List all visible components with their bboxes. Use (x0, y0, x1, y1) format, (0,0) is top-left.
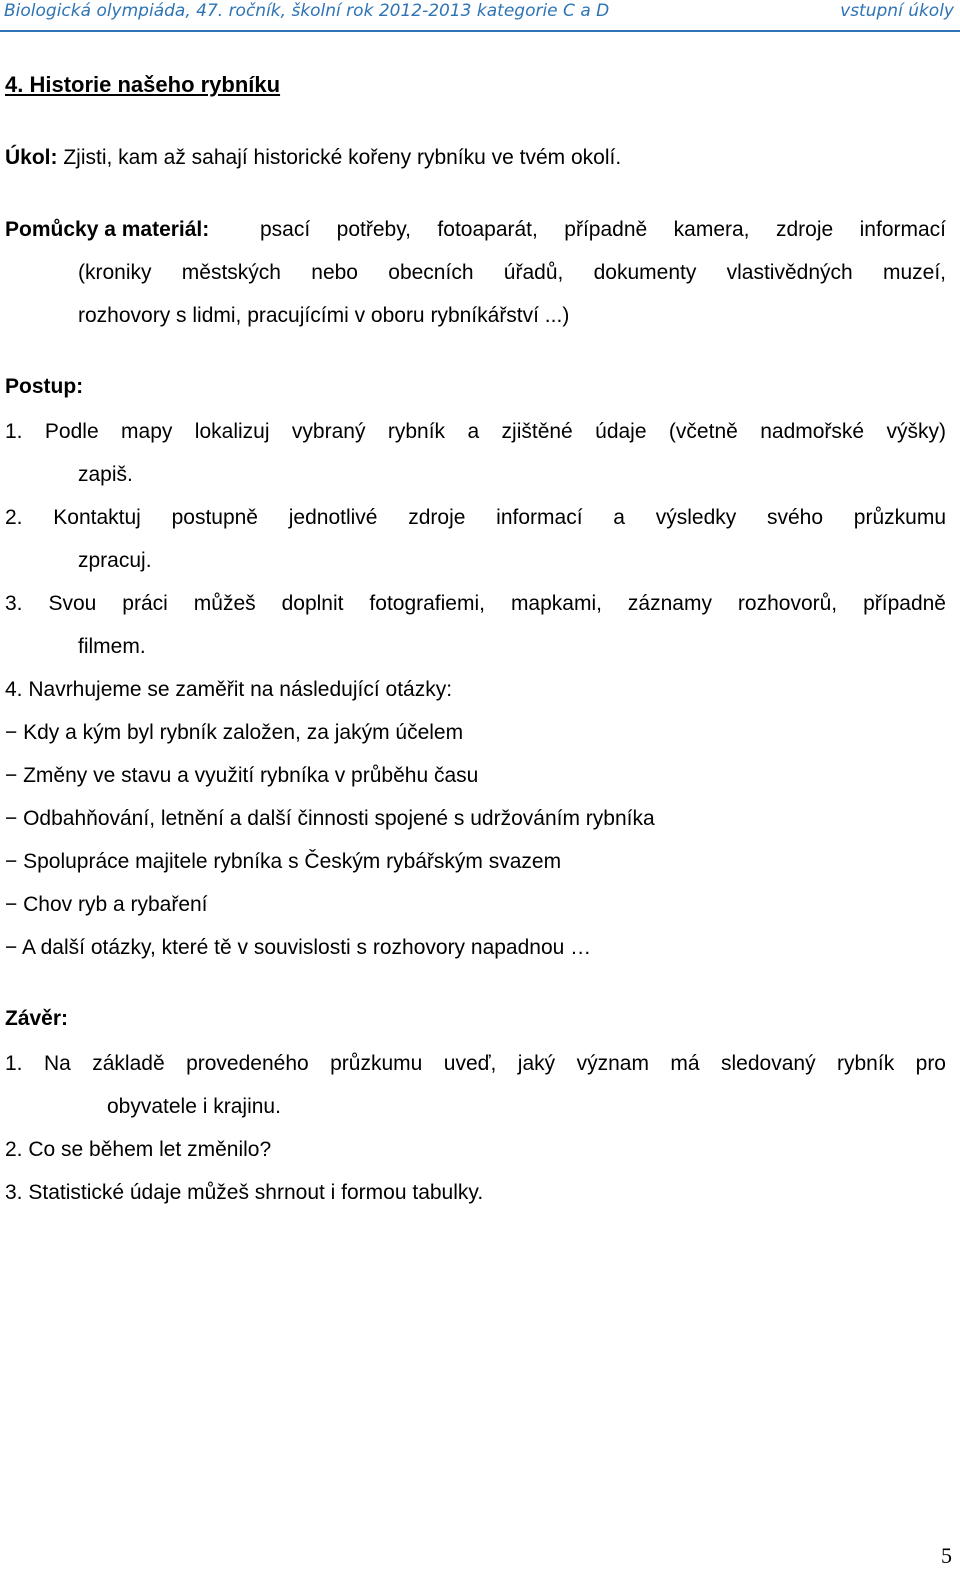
conclusion-item-1-line-1: 1. Na základě provedeného průzkumu uveď, jaký význam má sledovaný rybník pro (5, 1052, 946, 1075)
step-1-line-2: zapiš. (78, 463, 133, 486)
conclusion-item-1-line-2: obyvatele i krajinu. (107, 1095, 281, 1118)
task-label: Úkol: (5, 146, 58, 169)
task-text: Zjisti, kam až sahají historické kořeny rybníku ve tvém okolí. (57, 146, 622, 169)
step-2-line-1: 2. Kontaktuj postupně jednotlivé zdroje informací a výsledky svého průzkumu (5, 506, 946, 529)
section-title: 4. Historie našeho rybníku (5, 72, 281, 97)
page-number: 5 (941, 1543, 952, 1568)
tools-label: Pomůcky a materiál: (5, 218, 210, 241)
header-divider (0, 30, 960, 32)
question-item: − Změny ve stavu a využití rybníka v průběhu času (5, 764, 479, 787)
step-3-line-2: filmem. (78, 635, 146, 658)
task-paragraph (5, 145, 621, 170)
page-header (0, 0, 960, 28)
step-1-line-1: 1. Podle mapy lokalizuj vybraný rybník a zjištěné údaje (včetně nadmořské výšky) (5, 420, 946, 443)
question-item: − Odbahňování, letnění a další činnosti spojené s udržováním rybníka (5, 807, 655, 830)
conclusion-item-3: 3. Statistické údaje můžeš shrnout i formou tabulky. (5, 1181, 484, 1204)
tools-line-3: rozhovory s lidmi, pracujícími v oboru rybníkářství ...) (78, 304, 570, 327)
tools-line-2: (kroniky městských nebo obecních úřadů, dokumenty vlastivědných muzeí, (78, 261, 946, 284)
step-2-line-2: zpracuj. (78, 549, 152, 572)
header-left-text: Biologická olympiáda, 47. ročník, školní rok 2012-2013 kategorie C a D (4, 1, 610, 21)
question-item: − Spolupráce majitele rybníka s Českým rybářským svazem (5, 850, 562, 873)
question-item: − Chov ryb a rybaření (5, 893, 208, 916)
conclusion-label: Závěr: (5, 1007, 69, 1030)
conclusion-item-2: 2. Co se během let změnilo? (5, 1138, 272, 1161)
header-right-text: vstupní úkoly (840, 1, 954, 21)
question-item: − A další otázky, které tě v souvislosti s rozhovory napadnou … (5, 936, 592, 959)
step-3-line-1: 3. Svou práci můžeš doplnit fotografiemi, mapkami, záznamy rozhovorů, případně (5, 592, 946, 615)
tools-line-1: psací potřeby, fotoaparát, případně kamera, zdroje informací (260, 218, 946, 241)
procedure-label: Postup: (5, 375, 84, 398)
step-4-line: 4. Navrhujeme se zaměřit na následující otázky: (5, 678, 453, 701)
question-item: − Kdy a kým byl rybník založen, za jakým účelem (5, 721, 464, 744)
